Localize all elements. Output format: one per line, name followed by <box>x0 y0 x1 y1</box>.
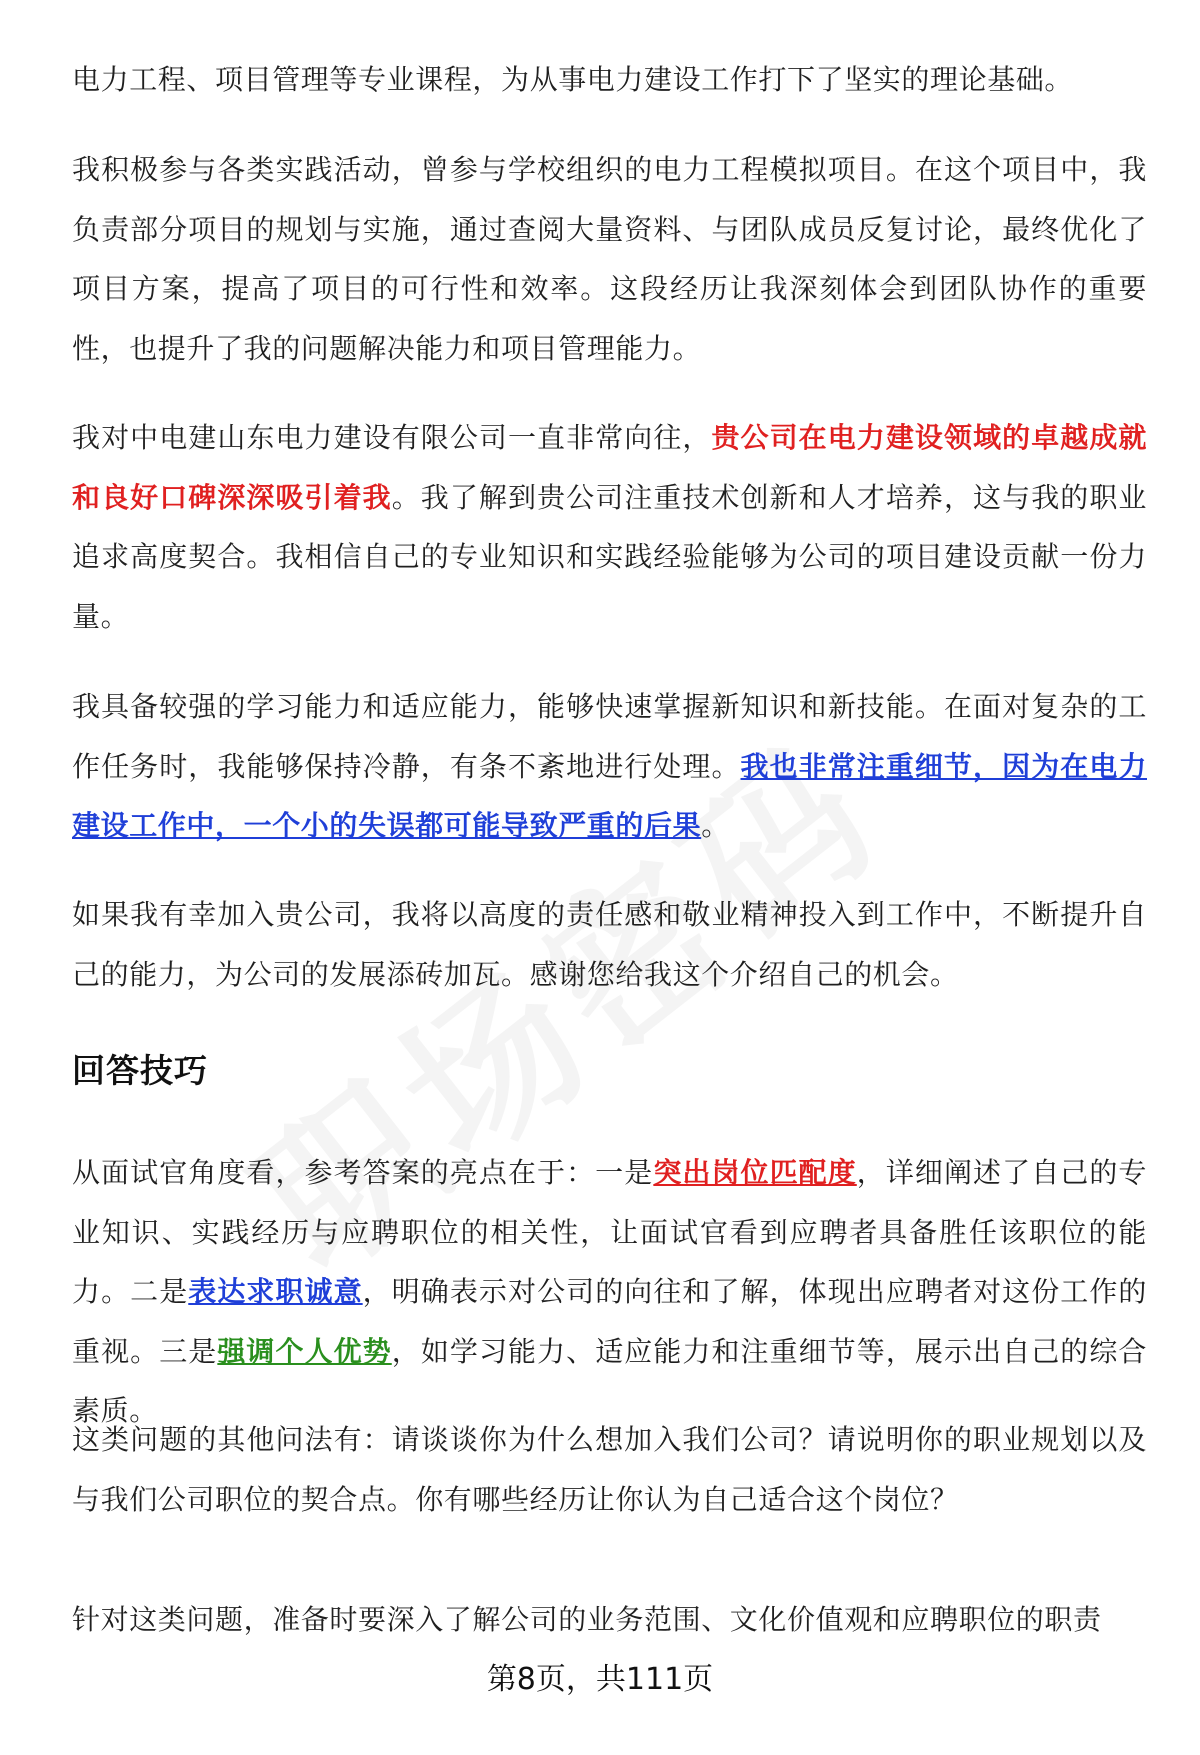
highlight-red-text: 贵公司在电力建设领域的卓越成就和良好口碑深深吸引着我 <box>72 421 1147 514</box>
paragraph-tips <box>72 1143 1147 1441</box>
highlight-blue-text: 我也非常注重细节，因为在电力建设工作中，一个小的失误都可能导致严重的后果 <box>72 749 1147 842</box>
paragraph-education: 电力工程、项目管理等专业课程，为从事电力建设工作打下了坚实的理论基础。 <box>72 63 1074 96</box>
paragraph-abilities <box>72 677 1147 856</box>
section-title: 回答技巧 <box>72 1051 208 1090</box>
paragraph-company-interest <box>72 408 1147 646</box>
text-segment: 我对中电建山东电力建设有限公司一直非常向往， <box>72 421 712 454</box>
paragraph-preparation: 针对这类问题，准备时要深入了解公司的业务范围、文化价值观和应聘职位的职责 <box>72 1603 1102 1636</box>
text-segment: 从面试官角度看，参考答案的亮点在于：一是 <box>72 1156 654 1189</box>
highlight-blue-text: 表达求职诚意 <box>188 1275 363 1308</box>
text-segment: 我具备较强的学习能力和适应能力，能够快速掌握新知识和新技能。在面对复杂的工作任务时，我能够保持冷静，有条不紊地进行处理。 <box>72 690 1147 783</box>
paragraph-practice: 我积极参与各类实践活动，曾参与学校组织的电力工程模拟项目。在这个项目中，我负责部分项目的规划与实施，通过查阅大量资料、与团队成员反复讨论，最终优化了项目方案，提高了项目的可行性和效率。这段经历让我深刻体会到团队协作的重要性，也提升了我的问题解决能力和项目管理能力。 <box>72 153 1147 365</box>
text-segment: ，明确表示对公司的向往和了解，体现出应聘者对这份工作的重视。三是 <box>72 1275 1147 1368</box>
highlight-red-text: 突出岗位匹配度 <box>653 1156 857 1189</box>
highlight-green-text: 强调个人优势 <box>217 1334 392 1368</box>
text-segment: 。 <box>701 809 730 842</box>
text-segment: ，如学习能力、适应能力和注重细节等，展示出自己的综合素质。 <box>72 1334 1147 1427</box>
paragraph-closing: 如果我有幸加入贵公司，我将以高度的责任感和敬业精神投入到工作中，不断提升自己的能力，为公司的发展添砖加瓦。感谢您给我这个介绍自己的机会。 <box>72 898 1147 991</box>
paragraph-other-questions: 这类问题的其他问法有：请谈谈你为什么想加入我们公司？请说明你的职业规划以及与我们公司职位的契合点。你有哪些经历让你认为自己适合这个岗位？ <box>72 1423 1147 1516</box>
page-number-footer: 第8页，共111页 <box>486 1662 714 1697</box>
text-segment: 。我了解到贵公司注重技术创新和人才培养，这与我的职业追求高度契合。我相信自己的专业知识和实践经验能够为公司的项目建设贡献一份力量。 <box>72 480 1147 633</box>
text-segment: ，详细阐述了自己的专业知识、实践经历与应聘职位的相关性，让面试官看到应聘者具备胜任该职位的能力。二是 <box>72 1156 1147 1308</box>
